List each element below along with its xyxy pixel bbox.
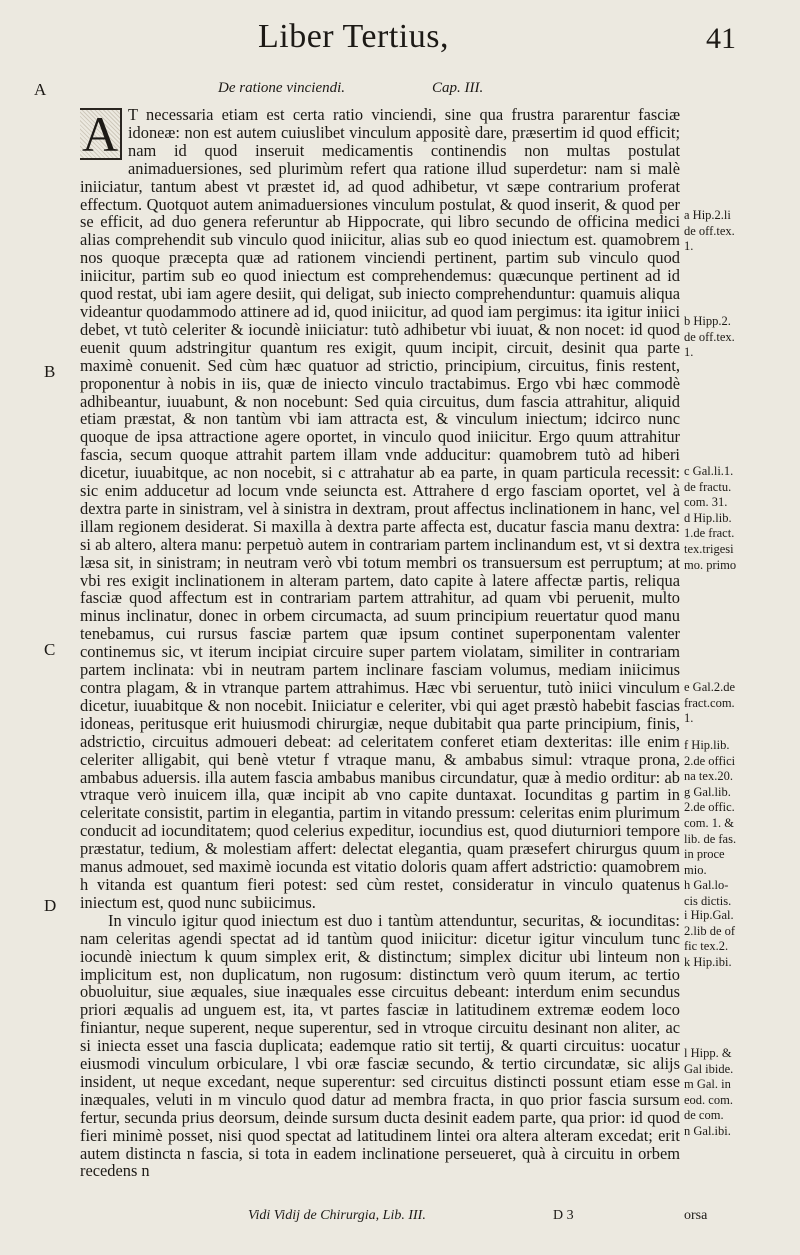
side-note-c: c Gal.li.1. de fractu. com. 31. d Hip.lib. 1.de fract. tex.trigesi mo. primo — [684, 464, 737, 572]
section-marker-b: B — [44, 362, 56, 381]
drop-cap: A — [80, 108, 122, 160]
paragraph-1-text: T necessaria etiam est certa ratio vinciendi, sine qua frustra pararentur fasciæ idoneæ: non est autem cuiuslibet vinculum appositè dare, præsertim id quod efficit; nam id quod inseruit medicamentis continendis non multas postulat animaduersiones, sed plurimùm refert qua ratione illud superdetur: nam si malè iniiciatur, tantum abest vt præstet id, ad quod adhibetur, vt sæpe contrarium proferat effectum. Quotquot autem animaduersiones vinculum postulat, & quod inserit, & quod per se efficit, ad duo genera referuntur ab Hippocrate, qui libro secundo de officina medici alias comprehendit sub vinculo quod iniicitur, alias sub eo quod iniectum est. quamobrem nos quoque præcepta quæ ad rationem vinciendi pertinent, partim sub vinculo quod iniicitur, partim sub eo quod iniectum est comprehendemus: quæcunque pertinent ad id quod restat, ubi iam agere desiit, qui deligat, sub iniecto comprehenduntur: quamuis aliqua videantur quodammodo attinere ad id, quod iniicitur, ad quod iam pergimus: ita igitur iniici debet, vt tutò celeriter & iocundè iniiciatur: tutò adhibetur vbi iuuat, & non nocet: id quod euenit quum adstringitur quantum res exigit, quum incipit, circuit, desinit qua parte maximè conuenit. Sed cùm hæc quatuor ad strictio, principium, circuitus, finis restent, proponentur à nobis in iis, quæ de iniecto vinculo tractabimus. Ergo vbi hæc commodè adhibeantur, iuuabunt, & non nocebunt: Sed quia circuitus, dum fascia attrahitur, aliquid etiam præstat, & non tantùm vbi iam attracta est, & vinculum iniectum; idcirco nunc quoque de ipsa attractione agere oportet, in vinculo quod iniicitur. Ergo quum attrahitur fascia, secum quoque attrahit partem illam vnde adducitur: quamobrem tutò ad hiberi dicetur, iuuabitque, ac non nocebit, si c attrahatur ab ea parte, in quam particula recessit: sic enim adducetur ad locum vnde seiuncta est. Attrahere d ergo fasciam oportet, vel à dextra parte in sinistram, vel à sinistra in dextram, prout affectus inclinationem in hanc, vel illam regionem desiderat. Si maxilla à dextra parte affecta est, ducatur fascia manu dextra: si ab altero, altera manu: perpetuò autem in contrariam partem inclinandum est, vt si dextra læsa sit, in sinistram; in neutram verò vbi totum membri os transuersum est perruptum; at vbi res exigit inclinationem in alteram partem, dato capite à latere affectæ partis, reliqua fasciæ quod affectum est in contrariam partem attrahitur, ad quam vbi peruenit, multo minus inclinatur, donec in orbem circumacta, ad suum principium reuertatur quod manu tenebamus, cui rursus fasciæ partem quæ ipsum continet superponentam valenter continemus sic, vt iterum incipiat circuire super partem violatam, similiter in contrariam partem inclinata: vbi in neutram partem inclinare fasciam volumus, mediam iniicimus contra plagam, & in vtranque partem attrahimus. Hæc vbi seruentur, tutò iniici vinculum dicetur, iuuabitque & non nocebit. Iniiciatur e celeriter, vbi qui aget præstò habebit fascias idoneas, peritusque erit huiusmodi chirurgiæ, neque dubitabit qua parte principium, finis, adstrictio, circuitus admoueri debeat: ad celeritatem conferet etiam dexteritas: ille enim celeriter alligabit, qui benè vtetur f vtraque manu, & ambabus simul: vtraque prona, ambabus aduersis. illa autem fascia ambabus manibus circundatur, quæ à medio orditur: ab vtraque verò inuicem illa, quæ incipit ab vno capite duntaxat. Iocunditas g partim in celeritate consistit, partim in elegantia, partim in vitando pressum: celeritas enim plurimum conducit ad iocunditatem; quod celerius expeditur, iocundius est, quod diuturniori tempore præstatur, tedium, & molestiam affert: delectat elegantia, quam præsefert chirurgus quum manus admouet, sed maximè iocunda est vitatio doloris quam affert adstrictio: quamobrem h vitanda est quantum fieri potest: sed cùm restet, consideratur in vinculo quatenus iniectum est, quod nunc subiicimus. — [80, 106, 680, 912]
side-note-b: b Hipp.2. de off.tex. 1. — [684, 314, 735, 360]
chapter-number: Cap. III. — [432, 80, 484, 96]
page-number: 41 — [706, 22, 736, 55]
section-marker-d: D — [44, 896, 57, 915]
footer-line: Vidi Vidij de Chirurgia, Lib. III. — [248, 1208, 426, 1223]
chapter-title: De ratione vinciendi. — [218, 80, 346, 96]
section-marker-a: A — [34, 80, 47, 99]
side-note-e: e Gal.2.de fract.com. 1. — [684, 680, 736, 726]
section-marker-c: C — [44, 640, 56, 659]
side-note-i: i Hip.Gal. 2.lib de of fic tex.2. k Hip.ibi. — [684, 908, 736, 969]
main-text — [80, 106, 680, 1191]
running-title: Liber Tertius, — [258, 18, 449, 55]
catchword: orsa — [684, 1208, 708, 1223]
side-note-a: a Hip.2.li de off.tex. 1. — [684, 208, 735, 254]
side-note-l: l Hipp. & Gal ibide. m Gal. in eod. com. de com. n Gal.ibi. — [684, 1046, 734, 1138]
paragraph-1 — [80, 106, 680, 912]
signature-mark: D 3 — [553, 1208, 574, 1223]
paragraph-2: In vinculo igitur quod iniectum est duo i tantùm attenduntur, securitas, & iocunditas: nam celeritas agendi spectat ad id tantùm quod iniicitur: dicetur igitur vinculum tunc iocundè iniectum k quum simplex erit, & distinctum; simplex dicitur ubi linteum non implicitum est, non duplicatum, non rugosum: distinctum verò quum iterum, ac tertio obuoluitur, siue æquales, siue inæquales esse circuitus debeant: interdum enim secundus priori æqualis ad unguem est, ita, vt partes fasciæ in latitudinem extremæ eodem loco finiantur, neque superent, neque superentur, sed in vtroque circuitu desinant non aliter, ac si iniecta esset una fascia duplicata; eademque ratio sit tertij, & quarti circuitus: uocatur eiusmodi vinculum orbiculare, l vbi oræ fasciæ secundo, & tertio circundatæ, sic alijs insident, ut neque excedant, neque superentur: sed circuitus distincti possunt etiam esse inæquales, veluti in m vinculo quod datur ad membra fracta, in quo prior fascia sursum fertur, secunda prius deorsum, deinde sursum ducta desinit eadem parte, qua prior: id quod fieri minimè posset, nisi quod spectat ad latitudinem lintei ora altera alteram excedat; erit autem distincta n fascia, si tota in eadem inclinatione perseueret, quà à circuitu in orbem recedens n — [80, 910, 680, 1181]
side-note-f: f Hip.lib. 2.de offici na tex.20. g Gal.lib. 2.de offic. com. 1. & lib. de fas. in proce mio. h Gal.lo- cis dictis. — [684, 738, 737, 908]
